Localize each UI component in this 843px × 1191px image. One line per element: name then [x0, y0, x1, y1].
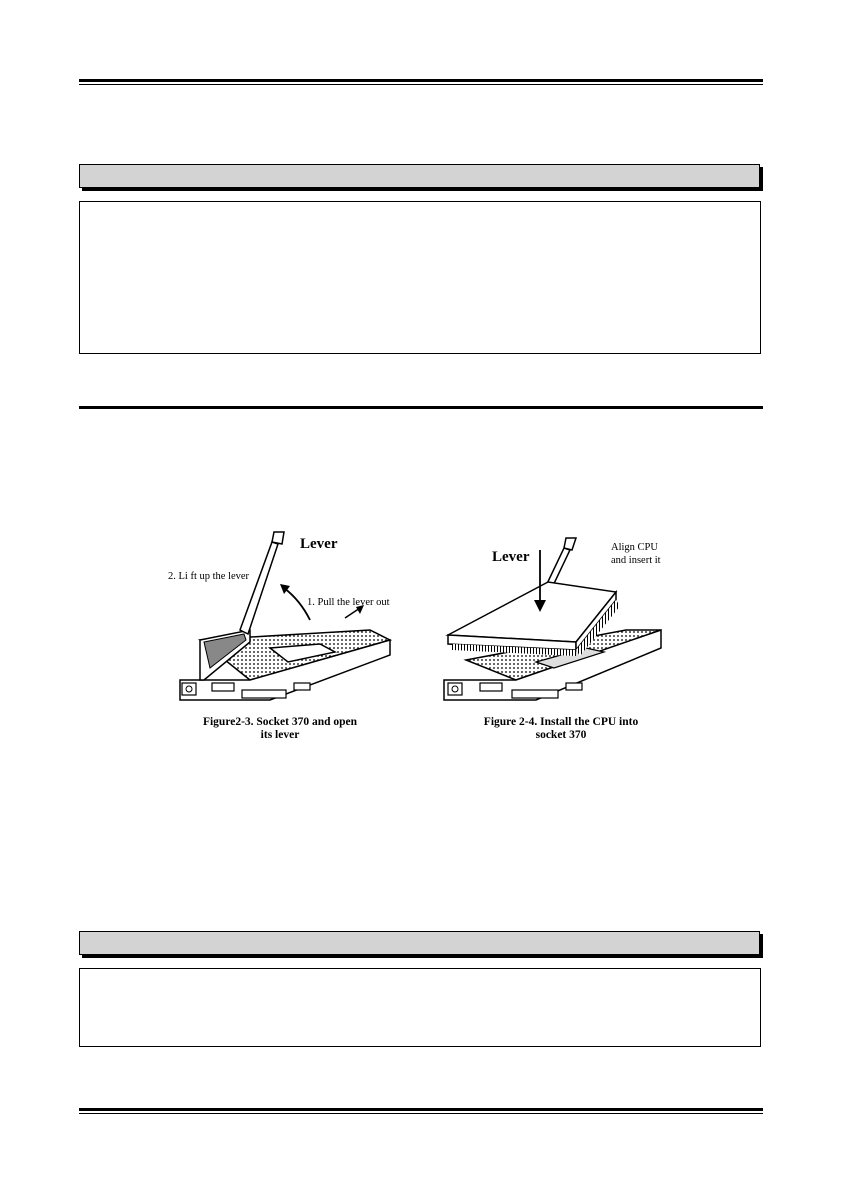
step-lift-lever-label: 2. Li ft up the lever [168, 571, 250, 582]
step-pull-lever-label: 1. Pull the lever out [307, 597, 390, 608]
caption-line-2: socket 370 [535, 729, 587, 741]
footer-rule-thin [79, 1113, 763, 1114]
note-box [79, 201, 761, 354]
figure-caption [436, 716, 686, 742]
align-cpu-label-line-2: and insert it [611, 555, 661, 566]
caption-line-2: its lever [260, 729, 300, 741]
figure-install-cpu [436, 530, 686, 745]
lever-label: Lever [492, 549, 530, 565]
section-title-bar [79, 164, 760, 188]
section-title-bar [79, 931, 760, 955]
figure-socket-370-open-lever [160, 530, 400, 745]
header-rule-thin [79, 84, 763, 85]
lever-label: Lever [300, 536, 338, 552]
note-box [79, 968, 761, 1047]
section-divider-rule [79, 406, 763, 409]
header-rule-thick [79, 79, 763, 82]
socket-open-illustration [160, 530, 400, 745]
figure-caption [160, 716, 400, 742]
caption-line-1: Figure2-3. Socket 370 and open [202, 716, 358, 728]
caption-line-1: Figure 2-4. Install the CPU into [483, 716, 639, 728]
align-cpu-label-line-1: Align CPU [611, 542, 658, 553]
footer-rule-thick [79, 1108, 763, 1111]
